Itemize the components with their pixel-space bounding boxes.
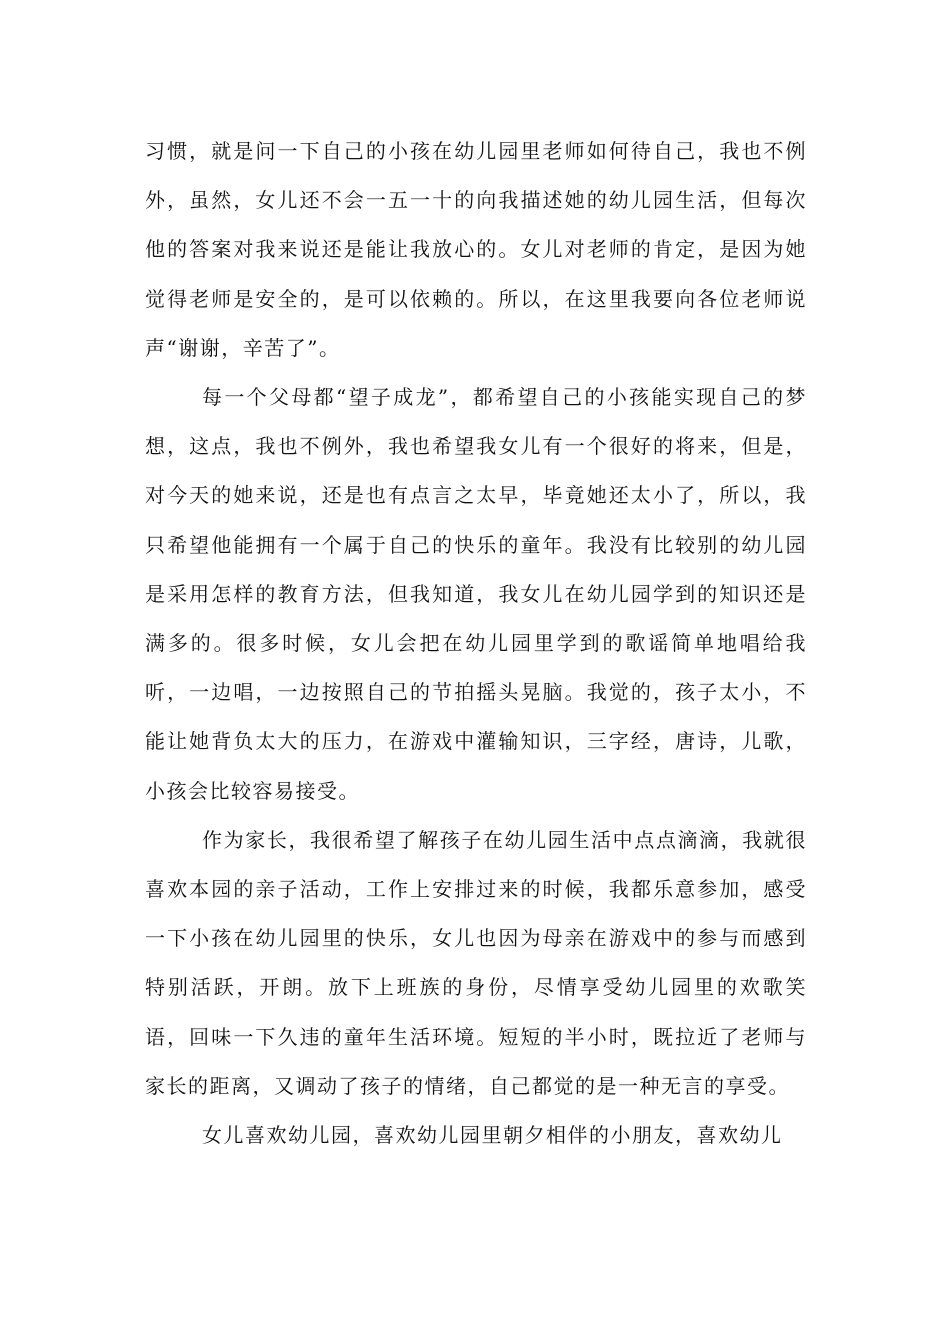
paragraph-3: 作为家长，我很希望了解孩子在幼儿园生活中点点滴滴，我就很喜欢本园的亲子活动，工作上安排过来的时候，我都乐意参加，感受一下小孩在幼儿园里的快乐，女儿也因为母亲在游戏中的参与而感到特别活跃，开朗。放下上班族的身份，尽情享受幼儿园里的欢歌笑语，回味一下久违的童年生活环境。短短的半小时，既拉近了老师与家长的距离，又调动了孩子的情绪，自己都觉的是一种无言的享受。: [145, 827, 807, 1098]
paragraph-1: 习惯，就是问一下自己的小孩在幼儿园里老师如何待自己，我也不例外，虽然，女儿还不会一五一十的向我描述她的幼儿园生活，但每次他的答案对我来说还是能让我放心的。女儿对老师的肯定，是因为她觉得老师是安全的，是可以依赖的。所以，在这里我要向各位老师说声“谢谢，辛苦了”。: [145, 139, 807, 360]
document-body: [145, 127, 807, 1160]
paragraph-2: 每一个父母都“望子成龙”，都希望自己的小孩能实现自己的梦想，这点，我也不例外，我也希望我女儿有一个很好的将来，但是，对今天的她来说，还是也有点言之太早，毕竟她还太小了，所以，我只希望他能拥有一个属于自己的快乐的童年。我没有比较别的幼儿园是采用怎样的教育方法，但我知道，我女儿在幼儿园学到的知识还是满多的。很多时候，女儿会把在幼儿园里学到的歌谣简单地唱给我听，一边唱，一边按照自己的节拍摇头晃脑。我觉的，孩子太小，不能让她背负太大的压力，在游戏中灌输知识，三字经，唐诗，儿歌，小孩会比较容易接受。: [145, 385, 807, 803]
paragraph-4: 女儿喜欢幼儿园，喜欢幼儿园里朝夕相伴的小朋友，喜欢幼儿: [202, 1123, 783, 1148]
